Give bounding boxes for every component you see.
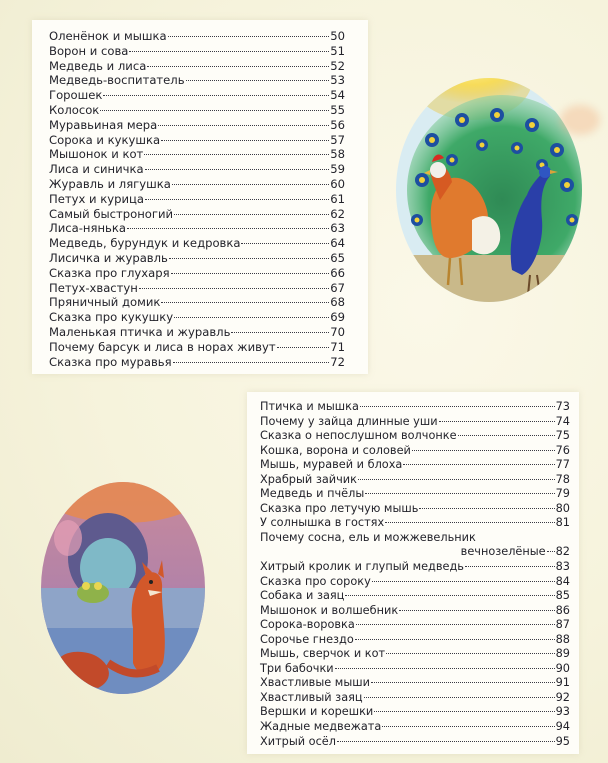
toc-entry-leader-dots xyxy=(335,668,555,669)
toc-entry-leader-dots xyxy=(186,80,330,81)
toc-entry xyxy=(49,221,345,236)
toc-entry xyxy=(49,118,345,133)
toc-entry-page-number: 88 xyxy=(555,632,570,646)
toc-entry-leader-dots xyxy=(174,214,329,215)
toc-entry-leader-dots xyxy=(147,66,329,67)
toc-entry-title: Почему сосна, ель и можжевельник xyxy=(260,530,476,544)
toc-entry-leader-dots xyxy=(458,435,555,436)
toc-entry xyxy=(49,59,345,74)
toc-entry-title: Хвастливый заяц xyxy=(260,690,363,704)
toc-entry-title: Хвастливые мыши xyxy=(260,676,370,690)
toc-entry-title: Муравьиная мера xyxy=(49,117,158,132)
toc-entry xyxy=(260,487,570,502)
toc-entry xyxy=(49,310,345,325)
toc-entry-title: Хитрый осёл xyxy=(260,734,336,748)
toc-entry-title: У солнышка в гостях xyxy=(260,516,385,530)
toc-entry-page-number: 76 xyxy=(555,443,570,457)
toc-entry xyxy=(49,162,345,177)
toc-entry-leader-dots xyxy=(547,551,555,552)
toc-entry-title: Маленькая птичка и журавль xyxy=(49,324,231,339)
toc-entry xyxy=(260,735,570,750)
toc-entry-leader-dots xyxy=(364,697,555,698)
toc-entry-page-number: 63 xyxy=(330,221,345,236)
toc-entry-leader-dots xyxy=(345,595,554,596)
toc-entry-page-number: 95 xyxy=(555,734,570,748)
toc-entry-title: Хитрый кролик и глупый медведь xyxy=(260,560,464,574)
toc-entry-title: Почему барсук и лиса в норах живут xyxy=(49,339,276,354)
toc-entry-title: Сказка про кукушку xyxy=(49,310,174,325)
toc-entry-title: Мышь, муравей и блоха xyxy=(260,458,403,472)
toc-entry xyxy=(260,444,570,459)
toc-entry-leader-dots xyxy=(161,140,329,141)
toc-entry-leader-dots xyxy=(174,317,329,318)
toc-entry xyxy=(260,705,570,720)
toc-entry xyxy=(260,589,570,604)
toc-entry-title: вечнозелёные xyxy=(460,545,546,559)
toc-entry-leader-dots xyxy=(145,199,329,200)
toc-entry-page-number: 70 xyxy=(330,324,345,339)
toc-entry-title: Вершки и корешки xyxy=(260,705,374,719)
fox-and-frog-illustration xyxy=(38,478,208,696)
toc-entry xyxy=(260,618,570,633)
toc-entry-leader-dots xyxy=(355,639,555,640)
toc-entry-leader-dots xyxy=(169,258,329,259)
toc-entry-leader-dots xyxy=(241,243,329,244)
toc-entry xyxy=(260,400,570,415)
toc-entry-leader-dots xyxy=(399,610,554,611)
toc-entry-leader-dots xyxy=(139,288,329,289)
toc-entry-leader-dots xyxy=(145,169,330,170)
toc-entry-page-number: 65 xyxy=(330,250,345,265)
toc-entry xyxy=(260,429,570,444)
toc-entry-leader-dots xyxy=(168,36,330,37)
toc-entry-title: Три бабочки xyxy=(260,661,334,675)
toc-entry xyxy=(49,103,345,118)
toc-entry xyxy=(49,133,345,148)
toc-entry-page-number: 57 xyxy=(330,132,345,147)
toc-entry xyxy=(260,545,570,560)
toc-entry-page-number: 58 xyxy=(330,147,345,162)
toc-entry-title: Оленёнок и мышка xyxy=(49,29,167,43)
toc-entry xyxy=(260,560,570,575)
toc-entry-title: Мышонок и волшебник xyxy=(260,603,399,617)
toc-entry-title: Птичка и мышка xyxy=(260,400,359,413)
toc-entry-page-number: 85 xyxy=(555,589,570,603)
toc-entry-page-number: 60 xyxy=(330,176,345,191)
peacock-and-rooster-illustration xyxy=(392,70,587,305)
toc-entry-title: Медведь-воспитатель xyxy=(49,73,185,88)
toc-entry xyxy=(49,177,345,192)
table-of-contents-bottom xyxy=(260,400,570,749)
toc-entry-page-number: 74 xyxy=(555,414,570,428)
toc-entry xyxy=(260,691,570,706)
toc-entry-page-number: 50 xyxy=(330,29,345,43)
toc-entry-title: Петух-хвастун xyxy=(49,280,138,295)
toc-entry-title: Лисичка и журавль xyxy=(49,250,168,265)
toc-entry-title: Сказка про летучую мышь xyxy=(260,501,419,515)
toc-entry xyxy=(49,147,345,162)
toc-entry-leader-dots xyxy=(358,479,555,480)
toc-entry-page-number: 66 xyxy=(330,265,345,280)
toc-entry xyxy=(49,73,345,88)
toc-entry-leader-dots xyxy=(100,110,329,111)
toc-entry-title: Жадные медвежата xyxy=(260,720,382,734)
toc-entry-page-number: 82 xyxy=(555,545,570,559)
toc-entry xyxy=(260,604,570,619)
toc-entry-title: Пряничный домик xyxy=(49,295,161,310)
toc-entry-leader-dots xyxy=(161,302,329,303)
toc-entry xyxy=(260,720,570,735)
toc-entry xyxy=(49,325,345,340)
toc-entry-page-number: 81 xyxy=(555,516,570,530)
toc-entry-page-number: 94 xyxy=(555,720,570,734)
toc-entry xyxy=(49,192,345,207)
toc-entry xyxy=(260,415,570,430)
toc-entry-title: Сказка про глухаря xyxy=(49,265,170,280)
toc-entry-leader-dots xyxy=(382,726,554,727)
toc-entry xyxy=(49,236,345,251)
toc-entry-leader-dots xyxy=(372,581,555,582)
toc-entry-leader-dots xyxy=(419,508,554,509)
toc-entry-page-number: 86 xyxy=(555,603,570,617)
toc-entry-title: Лиса-нянька xyxy=(49,221,126,236)
toc-entry-leader-dots xyxy=(277,347,330,348)
toc-entry-title: Ворон и сова xyxy=(49,43,129,58)
toc-entry-title: Мышонок и кот xyxy=(49,147,144,162)
toc-entry xyxy=(49,251,345,266)
toc-entry-title: Почему у зайца длинные уши xyxy=(260,414,438,428)
toc-entry-page-number: 55 xyxy=(330,102,345,117)
toc-entry-title: Кошка, ворона и соловей xyxy=(260,443,411,457)
toc-entry-page-number: 62 xyxy=(330,206,345,221)
toc-entry-title: Журавль и лягушка xyxy=(49,176,171,191)
toc-entry-leader-dots xyxy=(103,95,329,96)
toc-entry-leader-dots xyxy=(365,493,554,494)
toc-entry-page-number: 61 xyxy=(330,191,345,206)
toc-entry-title: Петух и курица xyxy=(49,191,144,206)
toc-entry xyxy=(260,531,570,546)
toc-entry-page-number: 91 xyxy=(555,676,570,690)
toc-entry-title: Лиса и синичка xyxy=(49,162,144,177)
toc-entry xyxy=(260,676,570,691)
toc-entry-leader-dots xyxy=(172,184,329,185)
toc-entry-leader-dots xyxy=(158,125,329,126)
toc-entry xyxy=(260,473,570,488)
decorative-smudge xyxy=(560,105,600,135)
toc-entry-page-number: 54 xyxy=(330,88,345,103)
toc-entry xyxy=(260,633,570,648)
toc-entry-page-number: 51 xyxy=(330,43,345,58)
toc-entry xyxy=(260,502,570,517)
toc-entry-page-number: 89 xyxy=(555,647,570,661)
toc-entry xyxy=(49,207,345,222)
toc-entry-page-number: 67 xyxy=(330,280,345,295)
toc-entry-leader-dots xyxy=(374,711,554,712)
toc-entry xyxy=(49,295,345,310)
toc-entry-title: Самый быстроногий xyxy=(49,206,174,221)
toc-entry xyxy=(49,281,345,296)
toc-entry-leader-dots xyxy=(127,228,329,229)
toc-entry-page-number: 77 xyxy=(555,458,570,472)
fox-and-frog-svg xyxy=(38,478,208,696)
toc-entry-title: Храбрый зайчик xyxy=(260,472,357,486)
toc-entry xyxy=(49,29,345,44)
toc-entry xyxy=(49,340,345,355)
toc-entry-title: Сказка про сороку xyxy=(260,574,371,588)
toc-entry-page-number: 69 xyxy=(330,310,345,325)
toc-entry-leader-dots xyxy=(360,406,555,407)
toc-entry-page-number: 78 xyxy=(555,472,570,486)
toc-entry-leader-dots xyxy=(386,653,555,654)
toc-entry-leader-dots xyxy=(173,362,330,363)
toc-entry-leader-dots xyxy=(371,682,555,683)
toc-entry-leader-dots xyxy=(144,154,329,155)
toc-entry-leader-dots xyxy=(356,624,555,625)
toc-entry-title: Сорочье гнездо xyxy=(260,632,354,646)
toc-entry-title: Мышь, сверчок и кот xyxy=(260,647,386,661)
toc-entry-page-number: 64 xyxy=(330,236,345,251)
toc-entry xyxy=(49,266,345,281)
toc-entry-page-number: 72 xyxy=(330,354,345,369)
peacock-and-rooster-svg xyxy=(392,70,587,305)
toc-entry-leader-dots xyxy=(231,332,329,333)
toc-entry-title: Горошек xyxy=(49,88,103,103)
toc-entry-leader-dots xyxy=(412,450,555,451)
toc-entry-title: Медведь и пчёлы xyxy=(260,487,365,501)
toc-entry-page-number: 84 xyxy=(555,574,570,588)
toc-entry-leader-dots xyxy=(337,741,555,742)
toc-entry xyxy=(260,575,570,590)
toc-entry-page-number: 92 xyxy=(555,690,570,704)
toc-entry-page-number: 68 xyxy=(330,295,345,310)
toc-entry xyxy=(49,88,345,103)
toc-entry xyxy=(260,516,570,531)
toc-entry-title: Собака и заяц xyxy=(260,589,345,603)
toc-entry-page-number: 59 xyxy=(330,162,345,177)
toc-entry-leader-dots xyxy=(129,51,329,52)
toc-entry-title: Сорока и кукушка xyxy=(49,132,161,147)
toc-entry-page-number: 71 xyxy=(330,339,345,354)
toc-entry-page-number: 90 xyxy=(555,661,570,675)
toc-entry xyxy=(260,662,570,677)
toc-entry-title: Медведь, бурундук и кедровка xyxy=(49,236,241,251)
toc-entry-page-number: 52 xyxy=(330,58,345,73)
toc-entry-page-number: 79 xyxy=(555,487,570,501)
toc-entry-title: Сказка про муравья xyxy=(49,354,172,369)
toc-entry-title: Сказка о непослушном волчонке xyxy=(260,429,457,443)
toc-entry xyxy=(260,458,570,473)
toc-entry-title: Сорока-воровка xyxy=(260,618,355,632)
toc-entry xyxy=(49,355,345,370)
table-of-contents-top xyxy=(49,29,345,369)
toc-entry-leader-dots xyxy=(385,522,554,523)
toc-entry-leader-dots xyxy=(403,464,554,465)
toc-entry-page-number: 80 xyxy=(555,501,570,515)
toc-entry-page-number: 75 xyxy=(555,429,570,443)
toc-entry-page-number: 87 xyxy=(555,618,570,632)
toc-entry xyxy=(260,647,570,662)
toc-entry-title: Медведь и лиса xyxy=(49,58,147,73)
toc-entry-leader-dots xyxy=(171,273,330,274)
toc-entry-page-number: 53 xyxy=(330,73,345,88)
toc-entry-leader-dots xyxy=(439,421,555,422)
toc-entry xyxy=(49,44,345,59)
toc-entry-page-number: 93 xyxy=(555,705,570,719)
toc-entry-page-number: 83 xyxy=(555,560,570,574)
toc-entry-leader-dots xyxy=(465,566,555,567)
toc-entry-title: Колосок xyxy=(49,102,100,117)
toc-entry-page-number: 56 xyxy=(330,117,345,132)
toc-entry-page-number: 73 xyxy=(555,400,570,413)
